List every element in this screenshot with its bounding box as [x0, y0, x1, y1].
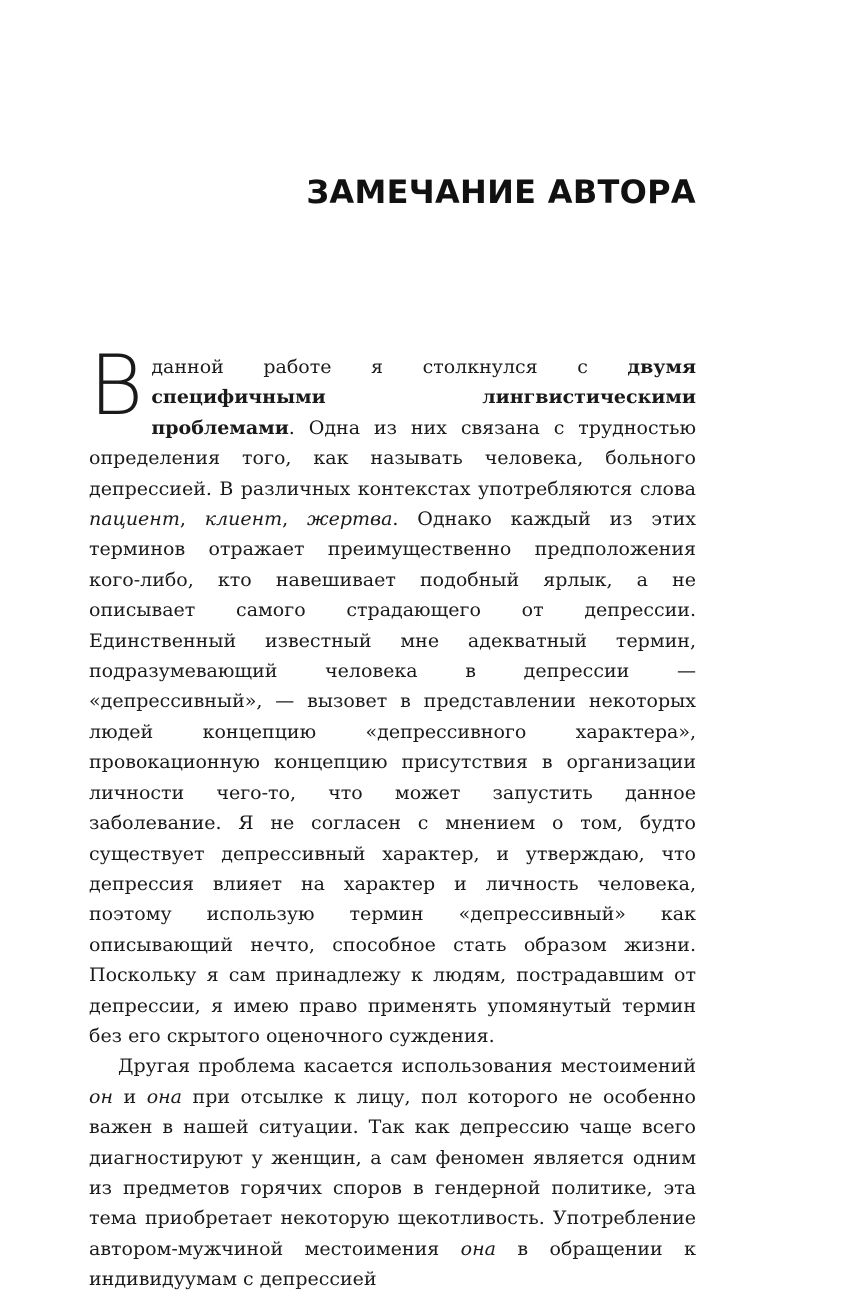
text-span: Другая проблема касается использования местоимений	[118, 1055, 696, 1078]
drop-cap: В	[89, 337, 144, 434]
text-span: данной работе я столкнулся с	[151, 356, 628, 378]
text-span: . Однако каждый из этих терминов отражает преимущественно предположения кого-либо, кто навешивает подобный ярлык, а не описывает самого страдающего от депрессии. Единственный известный мне адекватный термин, подразумевающий человека в депрессии — «депрессивный», — вызовет в представлении некоторых людей концепцию «депрессивного характера», провокационную концепцию присутствия в организации личности чего-то, что может запустить данное заболевание. Я не согласен с мнением о том, будто существует депрессивный характер, и утверждаю, что депрессия влияет на характер и личность человека, поэтому использую термин «депрессивный» как описывающий нечто, способное стать образом жизни. Поскольку я сам принадлежу к людям, пострадавшим от депрессии, я имею право применять упомянутый термин без его скрытого оценочного суждения.	[89, 508, 696, 1047]
text-span: в обращении к индивидуумам с депрессией	[89, 1237, 696, 1291]
body-text	[89, 337, 696, 1295]
chapter-title: ЗАМЕЧАНИЕ АВТОРА	[306, 173, 696, 212]
paragraph-2	[89, 1051, 696, 1294]
text-span: . Одна из них связана с трудностью определения того, как называть человека, больного депрессией. В различных контекстах употребляются слова	[89, 416, 696, 500]
italic-pronoun-she: она	[146, 1085, 182, 1108]
text-span: при отсылке к лицу, пол которого не особенно важен в нашей ситуации. Так как депрессию чаще всего диагностируют у женщин, а сам феномен является одним из предметов горячих споров в гендерной политике, эта тема приобретает некоторую щекотливость. Употребление автором-мужчиной местоимения	[89, 1085, 696, 1260]
italic-term-victim: жертва	[307, 508, 393, 531]
bold-phrase: двумя специфичными лингвистическими проблемами	[151, 356, 696, 439]
italic-pronoun-he: он	[89, 1085, 113, 1108]
italic-pronoun-she: она	[460, 1237, 496, 1260]
text-span: и	[112, 1085, 147, 1108]
text-span: ,	[282, 508, 307, 531]
italic-term-patient: пациент	[89, 508, 180, 531]
text-span: ,	[179, 508, 205, 531]
italic-term-client: клиент	[204, 508, 283, 531]
paragraph-1	[89, 337, 696, 1051]
